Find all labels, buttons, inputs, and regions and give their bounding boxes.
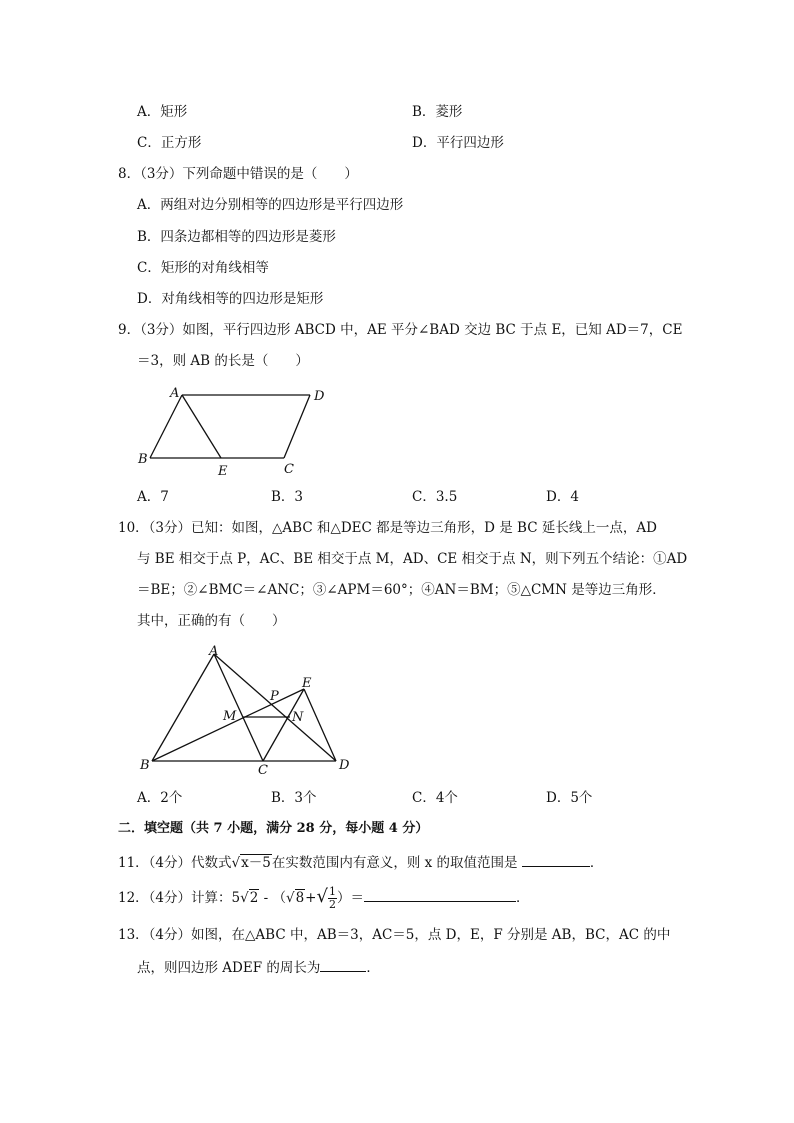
q9-label-b: B [138, 452, 148, 467]
q8-option-d: D．对角线相等的四边形是矩形 [137, 291, 324, 307]
q10-label-e: E [302, 676, 312, 691]
q10-label-b: B [140, 758, 150, 773]
q11-radicand: x－5 [241, 855, 271, 871]
q9-option-a: A．7 [137, 489, 169, 505]
q12-stem [118, 886, 529, 911]
q9-side-cd [284, 395, 310, 458]
q11-pre: 11．（4分）代数式 [118, 855, 232, 871]
q9-stem-line2: ＝3，则 AB 的长是（ ） [137, 353, 309, 369]
q10-side-ed [304, 689, 336, 761]
q10-figure-triangles [130, 640, 360, 780]
q10-segment-ad [214, 654, 336, 761]
q12-pre: 12．（4分）计算：5 [118, 890, 241, 906]
q11-sqrt-expression: √x－5 [231, 855, 271, 871]
q12-numerator: 1 [328, 885, 336, 898]
q8-stem: 8．（3分）下列命题中错误的是（ ） [118, 166, 358, 182]
q10-stem-line3: ＝BE；②∠BMC＝∠ANC；③∠APM＝60°；④AN＝BM；⑤△CMN 是等边三角形． [137, 582, 666, 598]
q9-segment-ae [182, 395, 221, 458]
q12-sqrt-8: √8 [285, 890, 305, 906]
q12-mid: - （ [259, 890, 286, 906]
q13-line2-text: 点，则四边形 ADEF 的周长为 [137, 960, 321, 976]
q9-label-d: D [314, 389, 325, 404]
q9-figure-parallelogram [130, 380, 340, 480]
q10-label-a: A [209, 644, 219, 659]
q10-label-p: P [270, 689, 279, 704]
q12-fraction-half [328, 886, 337, 911]
q13-end: ． [366, 960, 380, 976]
q13-answer-blank[interactable] [320, 957, 366, 972]
q8-option-a: A．两组对边分别相等的四边形是平行四边形 [137, 197, 404, 213]
q10-side-ac [214, 654, 263, 761]
q10-option-d: D．5个 [546, 790, 593, 806]
q12-post: ）＝ [336, 890, 364, 906]
q8-option-b: B．四条边都相等的四边形是菱形 [137, 229, 336, 245]
q12-radicand-8: 8 [295, 890, 305, 906]
q7-option-d: D．平行四边形 [412, 135, 504, 151]
q13-stem-line1: 13．（4分）如图，在△ABC 中，AB＝3，AC＝5，点 D，E，F 分别是 AB，BC，AC 的中 [118, 927, 671, 943]
q10-stem-line4: 其中，正确的有（ ） [137, 613, 286, 629]
q7-option-b: B．菱形 [412, 104, 463, 120]
q10-label-m: M [223, 709, 237, 724]
q12-denominator: 2 [328, 898, 336, 911]
q7-option-a: A．矩形 [137, 104, 188, 120]
q10-side-ab [152, 654, 214, 761]
q9-side-ab [150, 395, 182, 458]
q10-option-c: C．4个 [412, 790, 458, 806]
q10-option-a: A．2个 [137, 790, 183, 806]
q11-stem [118, 852, 603, 872]
q10-stem-line1: 10．（3分）已知：如图，△ABC 和△DEC 都是等边三角形，D 是 BC 延长线上一点，AD [118, 520, 657, 536]
q10-segment-be [152, 689, 304, 761]
q13-stem-line2 [137, 957, 380, 977]
q12-sqrt-sign: √ [316, 886, 328, 907]
q9-stem-line1: 9．（3分）如图，平行四边形 ABCD 中，AE 平分∠BAD 交边 BC 于点 E，已知 AD＝7，CE [118, 322, 683, 338]
q12-answer-blank[interactable] [364, 887, 516, 902]
q10-label-n: N [292, 710, 304, 725]
q9-option-d: D．4 [546, 489, 579, 505]
q9-option-c: C．3.5 [412, 489, 458, 505]
q12-radicand-2: 2 [249, 890, 259, 906]
q9-label-e: E [218, 464, 228, 479]
section-heading-fill-in: 二．填空题（共 7 小题，满分 28 分，每小题 4 分） [118, 821, 429, 836]
q10-option-b: B．3个 [271, 790, 317, 806]
q8-option-c: C．矩形的对角线相等 [137, 260, 269, 276]
q10-stem-line2: 与 BE 相交于点 P，AC、BE 相交于点 M，AD、CE 相交于点 N，则下列五个结论：①AD [137, 551, 688, 567]
q12-end: ． [515, 890, 530, 906]
q9-option-b: B．3 [271, 489, 304, 505]
q11-post: 在实数范围内有意义，则 x 的取值范围是 [271, 855, 518, 871]
q12-plus: + [305, 890, 317, 906]
q11-end: ． [589, 855, 604, 871]
q10-label-c: C [258, 763, 268, 778]
q10-label-d: D [339, 758, 350, 773]
q9-label-c: C [284, 462, 294, 477]
q12-sqrt-2: √2 [240, 890, 259, 906]
q7-option-c: C．正方形 [137, 135, 202, 151]
q11-answer-blank[interactable] [522, 852, 590, 867]
q9-label-a: A [170, 386, 180, 401]
